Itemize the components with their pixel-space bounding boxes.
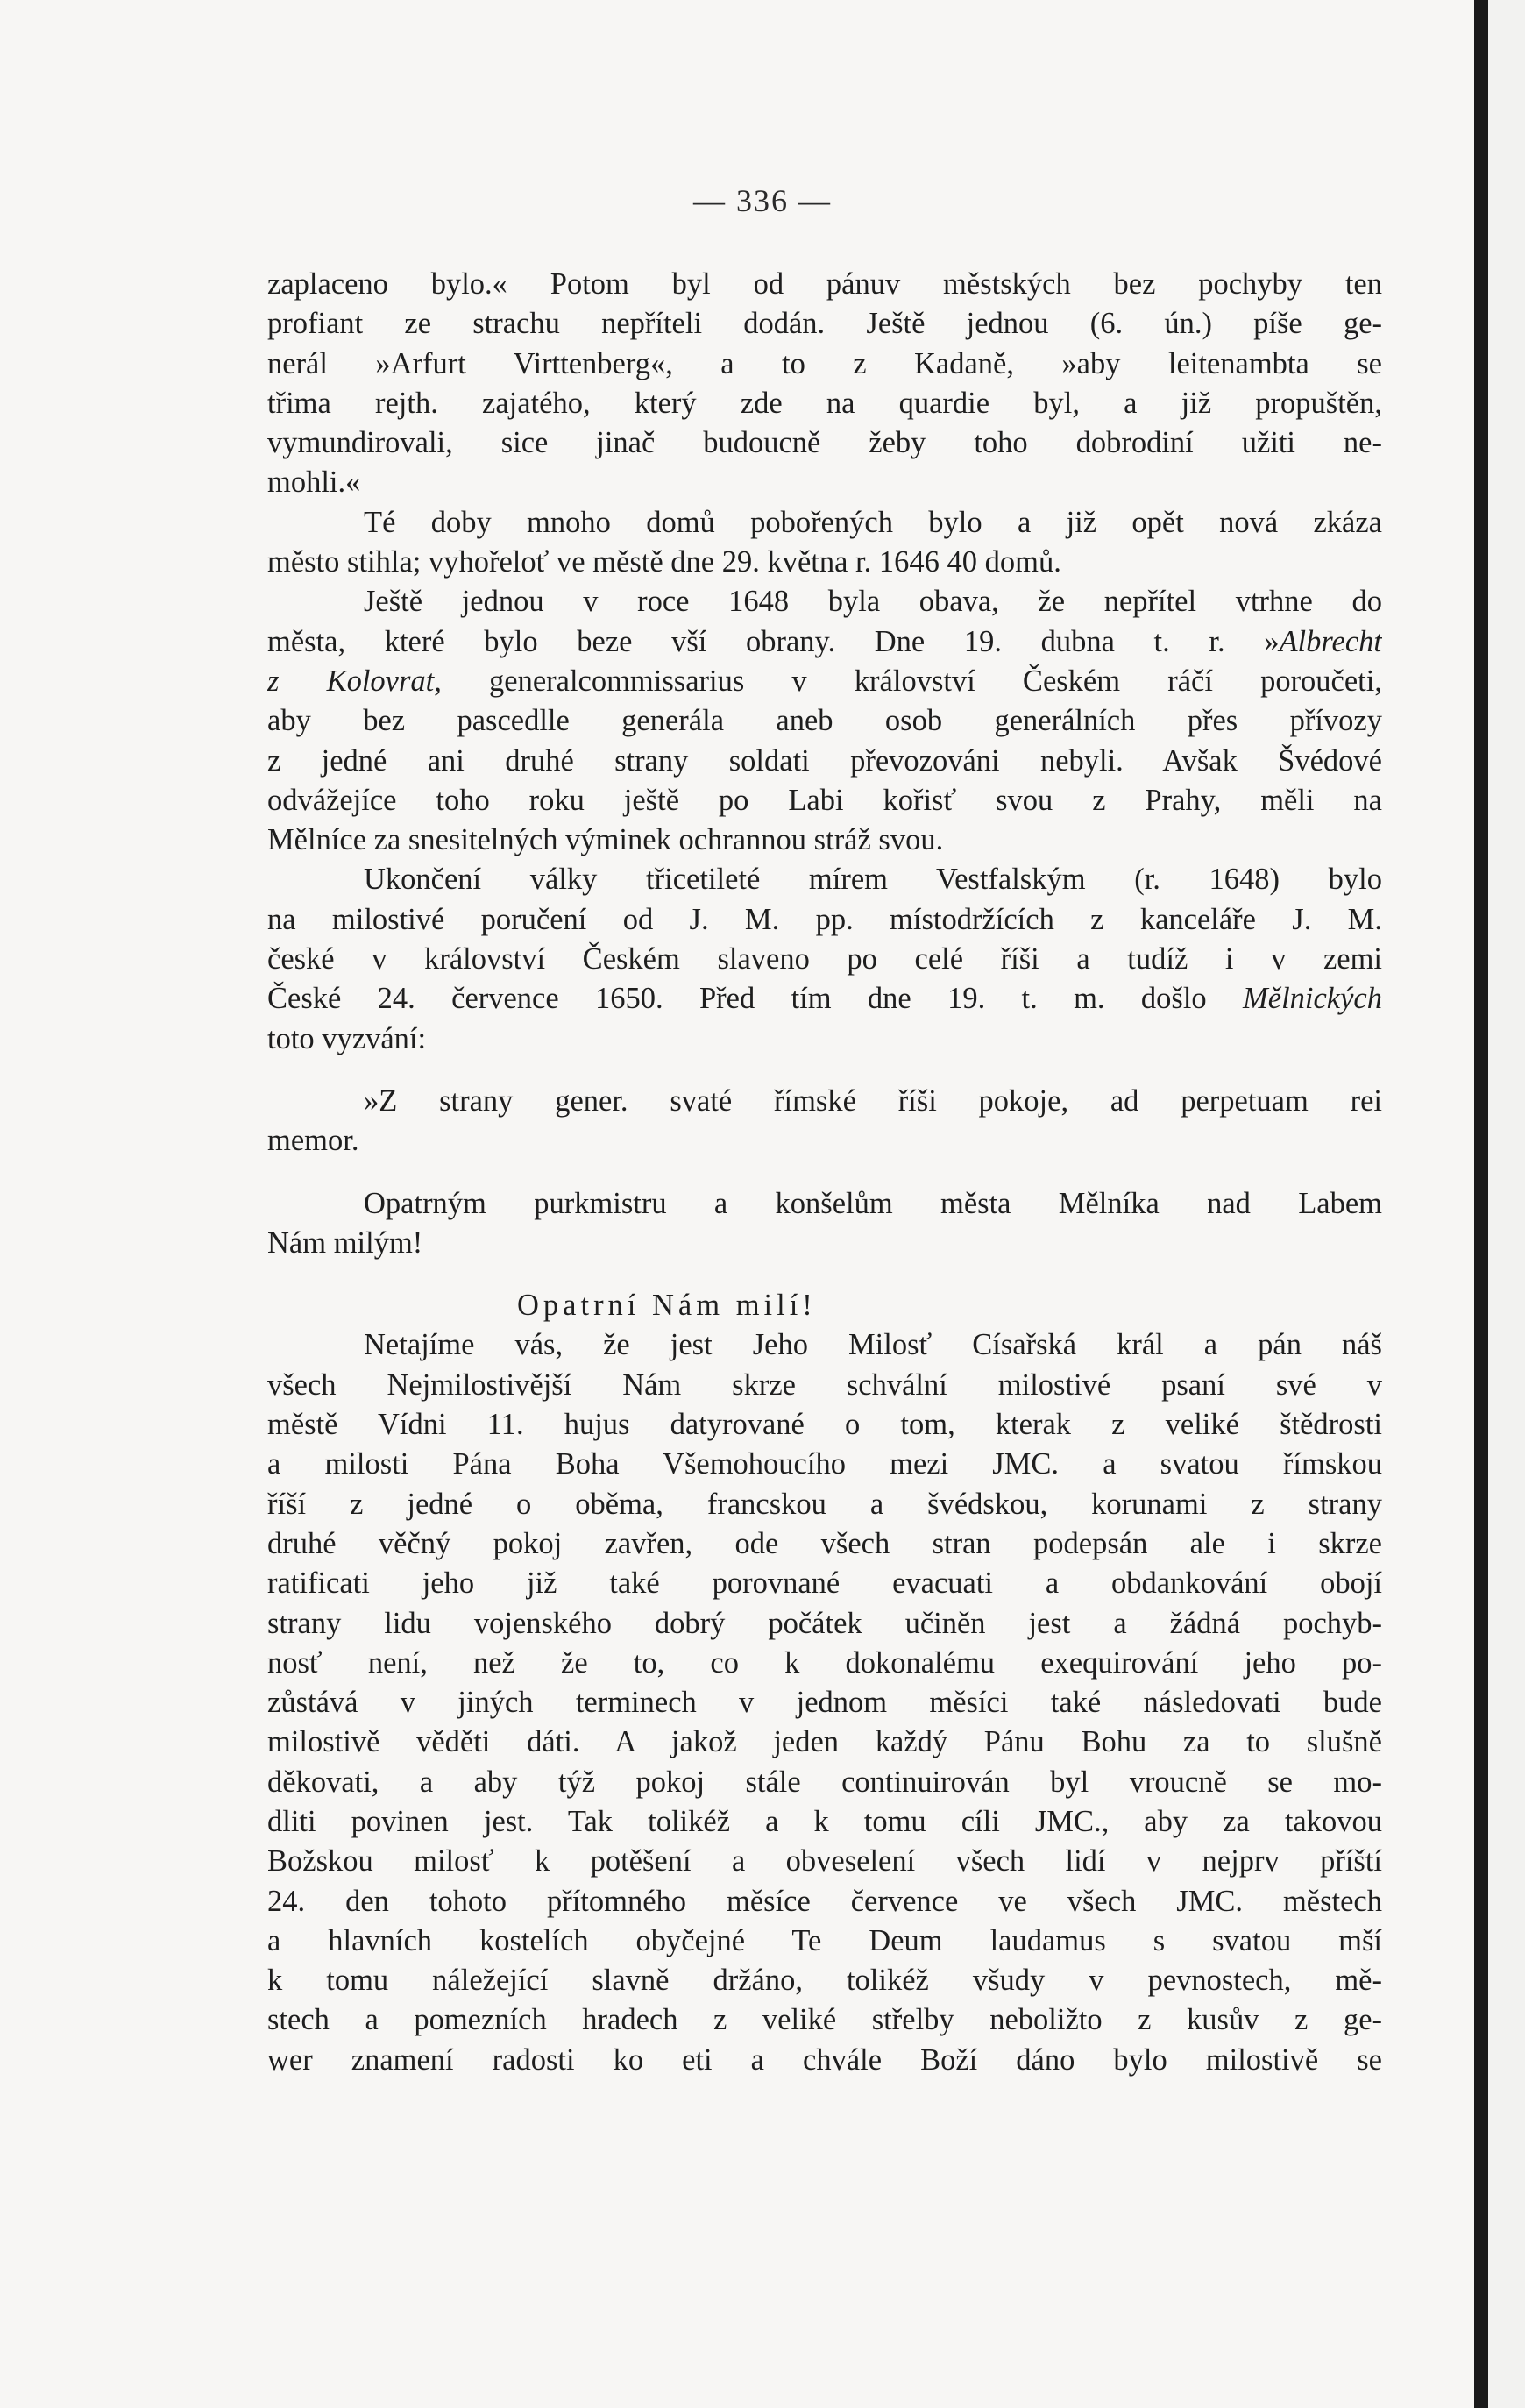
text-line: Nám milým! [267, 1225, 423, 1260]
text-line: Opatrným purkmistru a konšelům města Mělníka nad Labem [364, 1186, 1382, 1220]
text-line: říší z jedné o oběma, francskou a švédskou, korunami z strany [267, 1487, 1382, 1521]
text-line: třima rejth. zajatého, který zde na quardie byl, a již propuštěn, [267, 386, 1382, 420]
text-line: nerál »Arfurt Virttenberg«, a to z Kadaně, »aby leitenambta se [267, 346, 1382, 380]
next-page-edge [1488, 0, 1525, 2408]
text-line: profiant ze strachu nepříteli dodán. Ještě jednou (6. ún.) píše ge- [267, 307, 1382, 341]
text-line: Mělníce za snesitelných výminek ochrannou stráž svou. [267, 823, 944, 857]
text-line: Netajíme vás, že jest Jeho Milosť Císařská král a pán náš [364, 1328, 1382, 1362]
italic-name: z Kolovrat, [267, 664, 442, 698]
text-line: »Z strany gener. svaté římské říši pokoje, ad perpetuam rei [364, 1083, 1382, 1118]
text-line: 24. den tohoto přítomného měsíce července ve všech JMC. městech [267, 1884, 1382, 1918]
text-run: generalcommissarius v království Českém ráčí poroučeti, [441, 664, 1382, 698]
text-run: města, které bylo beze vší obrany. Dne 19. dubna t. r. » [267, 624, 1280, 658]
text-line: Té doby mnoho domů pobořených bylo a již opět nová zkáza [364, 505, 1382, 539]
text-line: a hlavních kostelích obyčejné Te Deum laudamus s svatou mší [267, 1923, 1382, 1957]
text-line [267, 662, 1382, 701]
text-line: toto vyzvání: [267, 1021, 427, 1055]
book-gutter [1474, 0, 1488, 2408]
text-line: zůstává v jiných terminech v jednom měsíci také následovati bude [267, 1686, 1382, 1720]
text-line: mohli.« [267, 465, 361, 500]
italic-name: Mělnických [1243, 982, 1382, 1016]
text-line [267, 979, 1382, 1019]
text-line: a milosti Pána Boha Všemohoucího mezi JMC. a svatou římskou [267, 1447, 1382, 1481]
text-line: milostivě věděti dáti. A jakož jeden každý Pánu Bohu za to slušně [267, 1725, 1382, 1759]
text-line: k tomu náležející slavně držáno, tolikéž všudy v pevnostech, mě- [267, 1964, 1382, 1998]
text-line: strany lidu vojenského dobrý počátek učiněn jest a žádná pochyb- [267, 1606, 1382, 1640]
text-line: všech Nejmilostivější Nám skrze schvální milostivé psaní své v [267, 1367, 1382, 1402]
page-number: — 336 — [693, 183, 832, 218]
text-line: memor. [267, 1124, 359, 1158]
text-run: České 24. července 1650. Před tím dne 19. t. m. došlo [267, 982, 1244, 1016]
text-line [267, 622, 1382, 662]
text-line: vymundirovali, sice jinač budoucně žeby toho dobrodiní užiti ne- [267, 426, 1382, 460]
text-line: Ještě jednou v roce 1648 byla obava, že nepřítel vtrhne do [364, 585, 1382, 619]
salutation: Opatrní Nám milí! [517, 1289, 817, 1323]
text-line: Božskou milosť k potěšení a obveselení všech lidí v nejprv příští [267, 1844, 1382, 1879]
text-line: dliti povinen jest. Tak tolikéž a k tomu cíli JMC., aby za takovou [267, 1804, 1382, 1838]
text-line: na milostivé poručení od J. M. pp. místodržících z kanceláře J. M. [267, 902, 1382, 936]
page-text [267, 265, 1382, 2080]
text-line: české v království Českém slaveno po celé říši a tudíž i v zemi [267, 942, 1382, 977]
text-line: děkovati, a aby týž pokoj stále continuirován byl vroucně se mo- [267, 1765, 1382, 1799]
text-line: městě Vídni 11. hujus datyrované o tom, kterak z veliké štědrosti [267, 1408, 1382, 1442]
text-line: stech a pomezních hradech z veliké střelby neboližto z kusův z ge- [267, 2003, 1382, 2037]
text-line: Ukončení války třicetileté mírem Vestfalským (r. 1648) bylo [364, 863, 1382, 897]
text-line: aby bez pascedlle generála aneb osob generálních přes přívozy [267, 704, 1382, 738]
italic-name: Albrecht [1279, 624, 1382, 658]
text-line: město stihla; vyhořeloť ve městě dne 29. května r. 1646 40 domů. [267, 545, 1061, 579]
text-line: wer znamení radosti ko eti a chvále Boží dáno bylo milostivě se [267, 2042, 1382, 2077]
text-line: zaplaceno bylo.« Potom byl od pánuv městských bez pochyby ten [267, 267, 1382, 301]
text-line: druhé věčný pokoj zavřen, ode všech stran podepsán ale i skrze [267, 1526, 1382, 1560]
text-line: ratificati jeho již také porovnané evacuati a obdankování obojí [267, 1566, 1382, 1601]
text-line: z jedné ani druhé strany soldati převozováni nebyli. Avšak Švédové [267, 743, 1382, 778]
text-line: nosť není, než že to, co k dokonalému exequirování jeho po- [267, 1645, 1382, 1680]
text-line: odvážejíce toho roku ještě po Labi kořisť svou z Prahy, měli na [267, 783, 1382, 817]
